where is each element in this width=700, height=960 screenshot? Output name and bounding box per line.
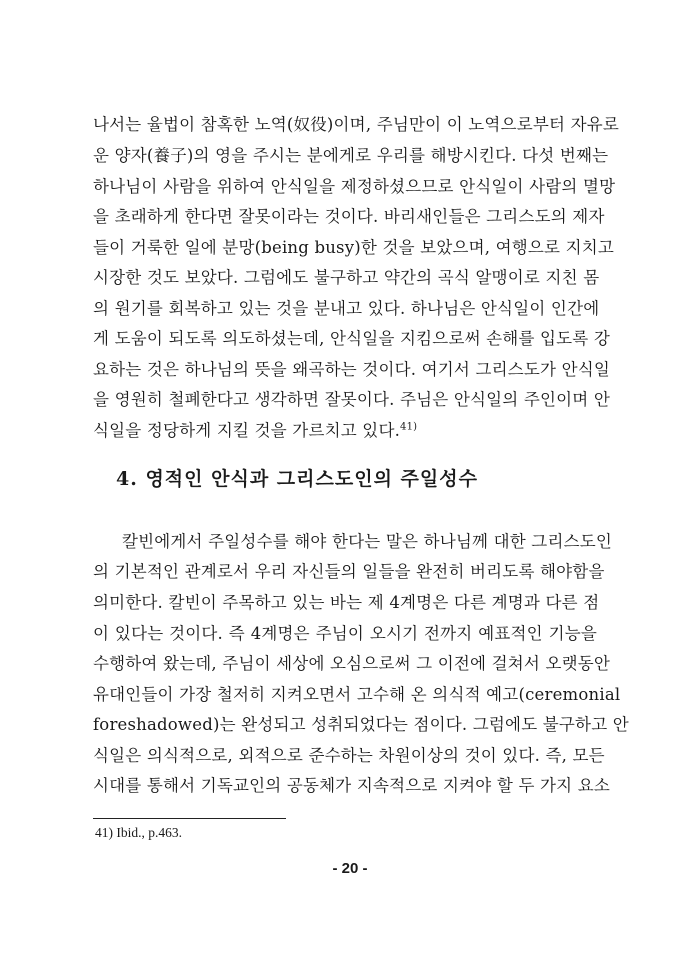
section-heading: 4. 영적인 안식과 그리스도인의 주일성수: [116, 468, 478, 490]
body-text-line: foreshadowed)는 완성되고 성취되었다는 점이다. 그럼에도 불구하고 안: [93, 715, 629, 734]
body-text-line: 시장한 것도 보았다. 그럼에도 불구하고 약간의 곡식 알맹이로 지친 몸: [93, 268, 600, 287]
body-text-line: 의미한다. 칼빈이 주목하고 있는 바는 제 4계명은 다른 계명과 다른 점: [93, 593, 600, 612]
body-text-line: 칼빈에게서 주일성수를 해야 한다는 말은 하나님께 대한 그리스도인: [122, 532, 613, 551]
body-text-line: 게 도움이 되도록 의도하셨는데, 안식일을 지킴으로써 손해를 입도록 강: [93, 329, 611, 348]
body-text-span: 식일을 정당하게 지킬 것을 가르치고 있다.: [93, 421, 401, 440]
body-text-line: 이 있다는 것이다. 즉 4계명은 주님이 오시기 전까지 예표적인 기능을: [93, 624, 597, 643]
footnote-divider: [93, 818, 286, 819]
body-text-line: 들이 거룩한 일에 분망(being busy)한 것을 보았으며, 여행으로 지치고: [93, 238, 615, 257]
body-text-line: 운 양자(養子)의 영을 주시는 분에게로 우리를 해방시킨다. 다섯 번째는: [93, 146, 609, 165]
body-text-line: 의 원기를 회복하고 있는 것을 분내고 있다. 하나님은 안식일이 인간에: [93, 299, 600, 318]
page-number: - 20 -: [332, 860, 368, 877]
body-text-line: 을 영원히 철폐한다고 생각하면 잘못이다. 주님은 안식일의 주인이며 안: [93, 390, 611, 409]
body-text-line: 요하는 것은 하나님의 뜻을 왜곡하는 것이다. 여기서 그리스도가 안식일: [93, 360, 611, 379]
footnote-text: 41) Ibid., p.463.: [95, 825, 182, 840]
body-text-line: 나서는 율법이 참혹한 노역(奴役)이며, 주님만이 이 노역으로부터 자유로: [93, 115, 619, 134]
body-text-line: 식일은 의식적으로, 외적으로 준수하는 차원이상의 것이 있다. 즉, 모든: [93, 746, 605, 765]
body-text-line: 유대인들이 가장 철저히 지켜오면서 고수해 온 의식적 예고(ceremonial: [93, 685, 621, 704]
body-text-line: 의 기본적인 관계로서 우리 자신들의 일들을 완전히 버리도록 해야함을: [93, 562, 605, 581]
body-text-line: 시대를 통해서 기독교인의 공동체가 지속적으로 지켜야 할 두 가지 요소: [93, 776, 611, 795]
body-text-line: 을 초래하게 한다면 잘못이라는 것이다. 바리새인들은 그리스도의 제자: [93, 207, 605, 226]
body-text-line: 하나님이 사람을 위하여 안식일을 제정하셨으므로 안식일이 사람의 멸망: [93, 177, 616, 196]
footnote-reference[interactable]: 41): [400, 421, 418, 433]
body-text-line: 수행하여 왔는데, 주님이 세상에 오심으로써 그 이전에 걸쳐서 오랫동안: [93, 654, 611, 673]
body-text-line-last: [93, 419, 597, 443]
